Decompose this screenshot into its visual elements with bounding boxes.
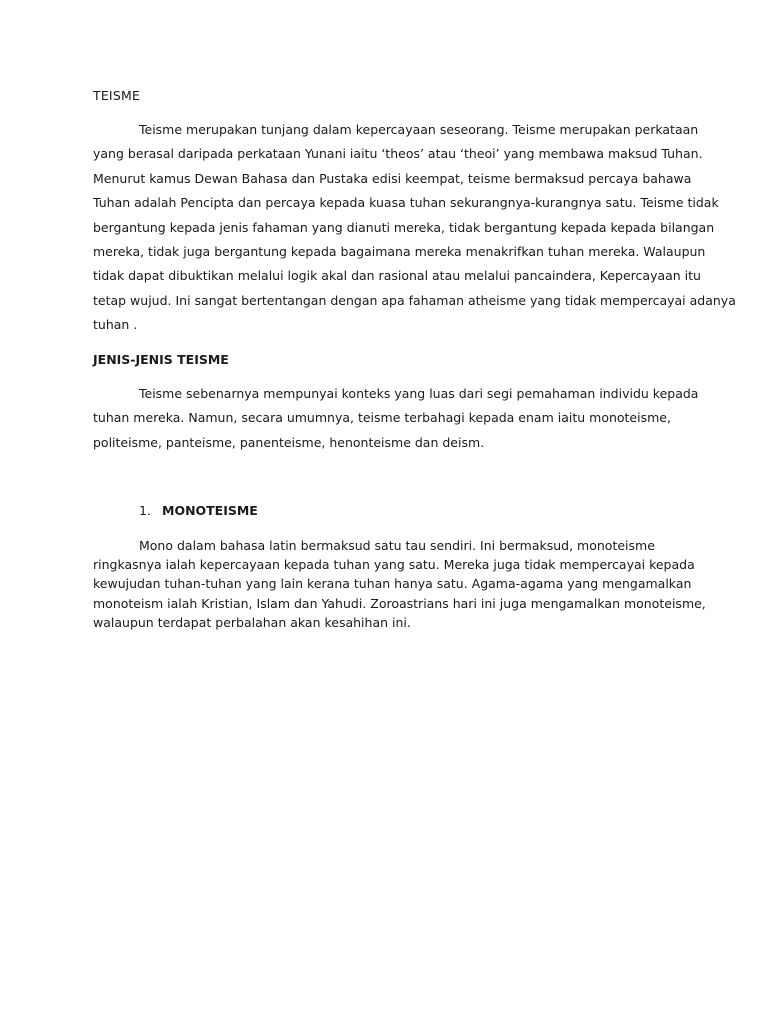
intro-line: Tuhan adalah Pencipta dan percaya kepada kuasa tuhan sekurangnya-kurangnya satu. Teisme tidak bbox=[93, 195, 719, 211]
intro-paragraph bbox=[93, 118, 736, 338]
list-item-monoteisme bbox=[139, 503, 258, 518]
intro-line: tuhan . bbox=[93, 317, 138, 333]
types-paragraph bbox=[93, 382, 699, 455]
types-line: politeisme, panteisme, panenteisme, henonteisme dan deism. bbox=[93, 434, 485, 450]
monoteisme-paragraph bbox=[93, 536, 706, 632]
monoteisme-line: kewujudan tuhan-tuhan yang lain kerana tuhan hanya satu. Agama-agama yang mengamalkan bbox=[93, 576, 692, 592]
monoteisme-line: walaupun terdapat perbalahan akan kesahihan ini. bbox=[93, 614, 411, 630]
intro-line: yang berasal daripada perkataan Yunani iaitu ‘theos’ atau ‘theoi’ yang membawa maksud Tuhan. bbox=[93, 146, 703, 162]
intro-line: tetap wujud. Ini sangat bertentangan dengan apa fahaman atheisme yang tidak mempercayai adanya bbox=[93, 292, 736, 308]
list-number: 1. bbox=[139, 503, 151, 518]
section-heading-jenis-jenis: JENIS-JENIS TEISME bbox=[93, 352, 229, 367]
intro-line: mereka, tidak juga bergantung kepada bagaimana mereka menakrifkan tuhan mereka. Walaupun bbox=[93, 243, 706, 259]
monoteisme-heading: MONOTEISME bbox=[162, 503, 258, 518]
types-line: Teisme sebenarnya mempunyai konteks yang luas dari segi pemahaman individu kepada bbox=[139, 386, 699, 401]
monoteisme-line: ringkasnya ialah kepercayaan kepada tuhan yang satu. Mereka juga tidak mempercayai kepada bbox=[93, 557, 695, 573]
intro-line: Menurut kamus Dewan Bahasa dan Pustaka edisi keempat, teisme bermaksud percaya bahawa bbox=[93, 170, 692, 186]
monoteisme-line: monoteism ialah Kristian, Islam dan Yahudi. Zoroastrians hari ini juga mengamalkan monoteisme, bbox=[93, 595, 706, 611]
intro-line: bergantung kepada jenis fahaman yang dianuti mereka, tidak bergantung kepada kepada bilangan bbox=[93, 219, 715, 235]
document-title: TEISME bbox=[93, 88, 141, 103]
intro-line: Teisme merupakan tunjang dalam kepercayaan seseorang. Teisme merupakan perkataan bbox=[139, 122, 699, 137]
monoteisme-line: Mono dalam bahasa latin bermaksud satu tau sendiri. Ini bermaksud, monoteisme bbox=[139, 538, 655, 553]
types-line: tuhan mereka. Namun, secara umumnya, teisme terbahagi kepada enam iaitu monoteisme, bbox=[93, 410, 671, 426]
intro-line: tidak dapat dibuktikan melalui logik akal dan rasional atau melalui pancaindera, Kepercayaan itu bbox=[93, 268, 701, 284]
